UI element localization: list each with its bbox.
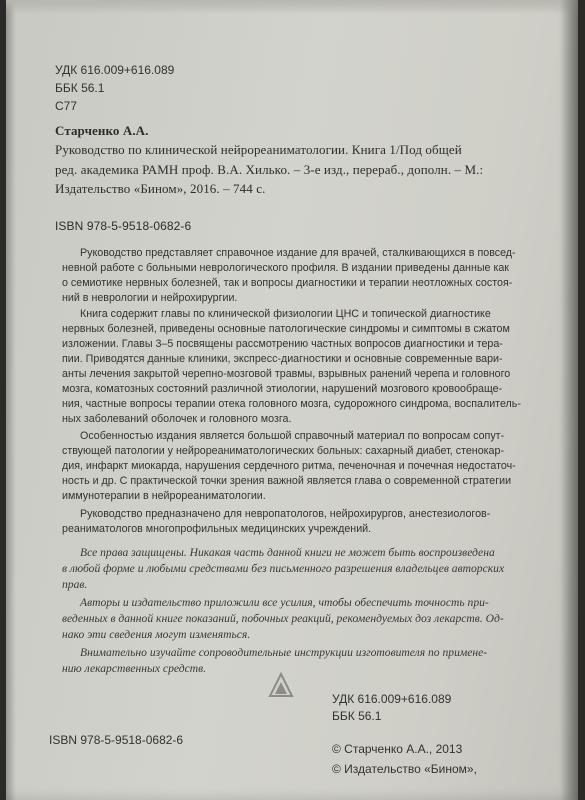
annotation-p2-line-4: пии. Приводятся данные клиники, экспресс-диагностики и основные современные вари- [62, 353, 503, 365]
instructions-line-2: нию лекарственных средств. [62, 662, 207, 675]
annotation-p2-line-3: изложении. Главы 3–5 посвящены рассмотрению частных вопросов диагностики и тера- [62, 338, 503, 350]
publisher-logo-icon [268, 672, 294, 698]
footer-copyright-publisher: © Издательство «Бином», [332, 762, 477, 776]
author-name: Старченко А.А. [55, 123, 149, 138]
annotation-p3-line-2: ствующей патологии у нейрореаниматологических больных: сахарный диабет, стенокар- [62, 445, 505, 457]
bibliography-line-3: Издательство «Бином», 2016. – 744 с. [55, 181, 266, 196]
annotation-p4-line-1: Руководство предназначено для невропатологов, нейрохирургов, анестезиологов- [80, 508, 491, 520]
annotation-p2-line-7: ния, частные вопросы терапии отека головного мозга, судорожного синдрома, воспалитель- [62, 398, 521, 410]
annotation-p3-line-3: дия, инфаркт миокарда, нарушения сердечного ритма, печеночная и почечная недостаточ- [62, 460, 516, 472]
annotation-p2-line-2: нервных болезней, приведены основные патологические синдромы и симптомы в сжатом [62, 323, 510, 335]
bibliography-line-1: Руководство по клинической нейрореаниматологии. Книга 1/Под общей [55, 142, 462, 157]
annotation-p2-line-1: Книга содержит главы по клинической физиологии ЦНС и топической диагностике [80, 308, 491, 320]
annotation-p3-line-4: ность и др. С практической точки зрения важной является глава о современной стратегии [62, 475, 512, 487]
annotation-p1-line-2: невной работе с больными неврологического профиля. В издании приведены данные как [62, 262, 509, 274]
accuracy-line-2: веденных в данной книге показаний, побочных реакций, рекомендуемых доз лекарств. Од- [62, 612, 504, 625]
annotation-p2-line-8: ных заболеваний оболочек и головного мозга. [62, 413, 292, 425]
annotation-p1-line-1: Руководство представляет справочное издание для врачей, сталкивающихся в повсед- [80, 247, 516, 259]
footer-bbk: ББК 56.1 [332, 709, 382, 723]
annotation-p1-line-3: о семиотике нервных болезней, так и вопросы диагностики и терапии неотложных состоя- [62, 277, 513, 289]
page-top-shade [6, 0, 578, 14]
annotation-p1-line-4: ний в неврологии и нейрохирургии. [62, 292, 238, 304]
accuracy-line-1: Авторы и издательство приложили все усилия, чтобы обеспечить точность при- [80, 596, 489, 609]
footer-isbn: ISBN 978-5-9518-0682-6 [49, 733, 184, 747]
annotation-p3-line-5: иммунотерапии в нейрореаниматологии. [62, 490, 266, 502]
catalog-udk: УДК 616.009+616.089 [55, 63, 175, 77]
rights-line-2: в любой форме и любыми средствами без письменного разрешения владельцев авторских [62, 562, 505, 575]
isbn-top: ISBN 978-5-9518-0682-6 [55, 219, 192, 233]
catalog-code: С77 [55, 99, 78, 113]
book-page [6, 0, 578, 800]
annotation-p2-line-5: анты лечения закрытой черепно-мозговой травмы, взрывных ранений черепа и головного [62, 368, 511, 380]
page-edge-shadow [560, 0, 578, 800]
rights-line-3: прав. [62, 578, 88, 591]
rights-line-1: Все права защищены. Никакая часть данной книги не может быть воспроизведена [80, 546, 495, 559]
annotation-p2-line-6: мозга, коматозных состояний различной этиологии, нарушений мозгового кровообраще- [62, 383, 503, 395]
binding-shadow [6, 0, 16, 800]
catalog-bbk: ББК 56.1 [55, 81, 105, 95]
accuracy-line-3: нако эти сведения могут изменяться. [62, 628, 251, 641]
instructions-line-1: Внимательно изучайте сопроводительные инструкции изготовителя по примене- [80, 646, 488, 659]
annotation-p4-line-2: реаниматологов многопрофильных медицинских учреждений. [62, 523, 372, 535]
annotation-p3-line-1: Особенностью издания является большой справочный материал по вопросам сопут- [80, 430, 505, 442]
footer-copyright-author: © Старченко А.А., 2013 [332, 742, 463, 756]
bibliography-line-2: ред. академика РАМН проф. В.А. Хилько. – 3-е изд., перераб., дополн. – М.: [55, 162, 484, 177]
footer-udk: УДК 616.009+616.089 [332, 692, 452, 706]
